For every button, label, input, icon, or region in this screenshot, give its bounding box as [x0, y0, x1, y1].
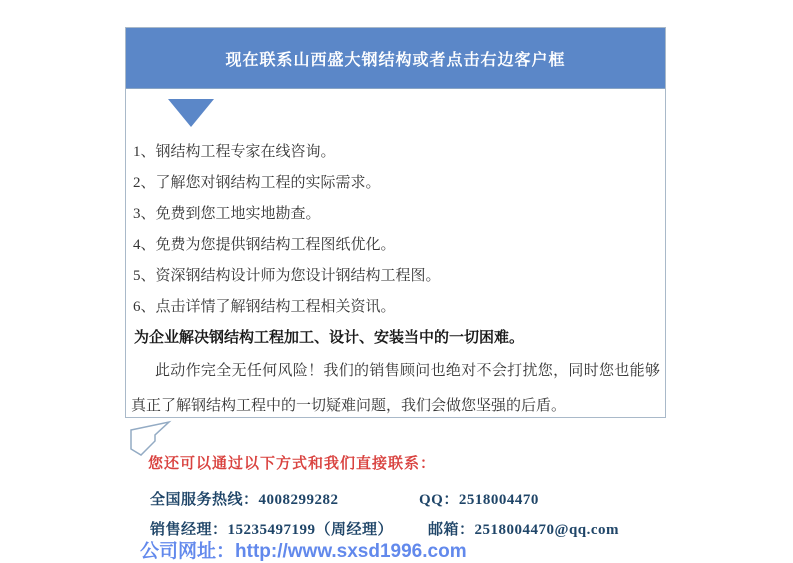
qq-label: QQ：: [419, 492, 459, 508]
step-item-4: 4、免费为您提供钢结构工程图纸优化。: [133, 237, 396, 253]
header-title: 现在联系山西盛大钢结构或者点击右边客户框: [225, 51, 566, 69]
promo-content: [126, 137, 665, 418]
qq-number: 2518004470: [458, 492, 539, 508]
qq-contact: [419, 488, 539, 509]
manager-label: 销售经理：: [150, 522, 228, 538]
manager-phone: 15235497199（周经理）: [227, 522, 394, 538]
down-triangle-icon: [168, 99, 214, 127]
assurance-paragraph: 此动作完全无任何风险！我们的销售顾问也绝对不会打扰您，同时您也能够真正了解钢结构工程中的一切疑难问题，我们会做您坚强的后盾。: [131, 363, 660, 414]
hotline-number: 4008299282: [258, 492, 339, 508]
step-item-6: 6、点击详情了解钢结构工程相关资讯。: [133, 299, 396, 315]
hotline: [150, 488, 339, 509]
website-row: [140, 536, 467, 563]
header-banner: [126, 28, 665, 89]
contact-intro: 您还可以通过以下方式和我们直接联系：: [148, 456, 437, 472]
step-item-5: 5、资深钢结构设计师为您设计钢结构工程图。: [133, 268, 441, 284]
step-item-2: 2、了解您对钢结构工程的实际需求。: [133, 175, 381, 191]
step-item-3: 3、免费到您工地实地勘查。: [133, 206, 321, 222]
email-label: 邮箱：: [428, 522, 475, 538]
website-link[interactable]: http://www.sxsd1996.com: [235, 541, 467, 562]
hotline-label: 全国服务热线：: [150, 492, 259, 508]
highlight-text: 为企业解决钢结构工程加工、设计、安装当中的一切困难。: [134, 330, 525, 346]
step-item-1: 1、钢结构工程专家在线咨询。: [133, 144, 336, 160]
promo-box: [125, 27, 666, 418]
website-label: 公司网址：: [140, 541, 236, 562]
email-address: 2518004470@qq.com: [474, 522, 620, 538]
